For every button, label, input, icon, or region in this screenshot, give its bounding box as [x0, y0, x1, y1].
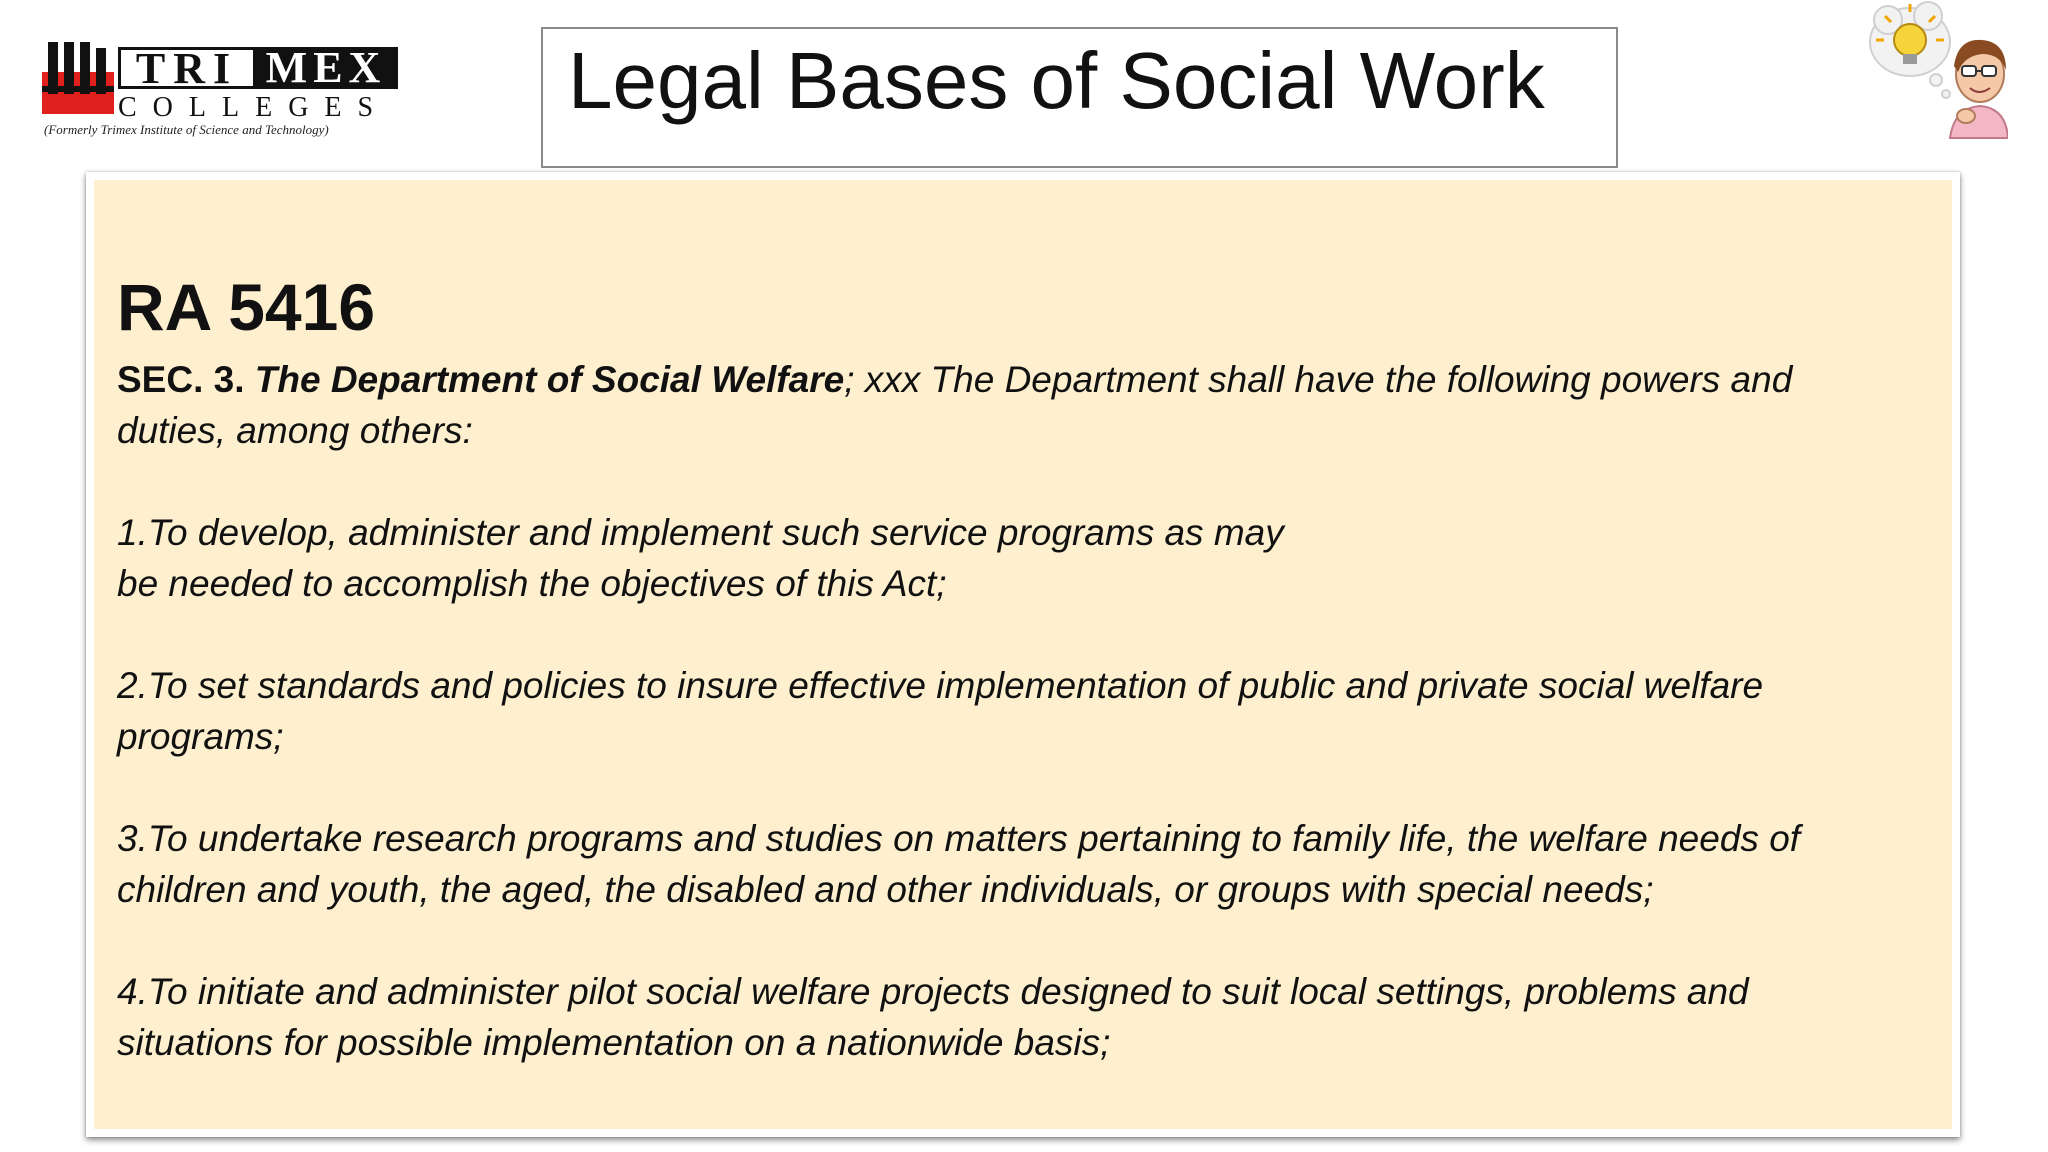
slide-title: Legal Bases of Social Work	[568, 36, 1545, 125]
logo-colleges-text: COLLEGES	[118, 92, 390, 123]
list-item-line: 4.To initiate and administer pilot social welfare projects designed to suit local settings, problems and	[117, 971, 1749, 1012]
logo-mex-text: MEX	[254, 47, 398, 89]
list-item	[117, 660, 1937, 762]
logo-tri-text: TRI	[118, 47, 256, 89]
list-item	[117, 507, 1937, 609]
list-item-line: programs;	[117, 716, 284, 757]
list-item-line: 1.To develop, administer and implement such service programs as may	[117, 512, 1284, 553]
sec-rest-line2: duties, among others:	[117, 410, 473, 451]
list-item-line: 3.To undertake research programs and studies on matters pertaining to family life, the welfare needs of	[117, 818, 1801, 859]
trimex-logo	[42, 42, 412, 142]
content-panel	[86, 172, 1960, 1137]
sec-label: SEC. 3.	[117, 359, 245, 400]
sec-name: The Department of Social Welfare	[254, 359, 845, 400]
list-item	[117, 813, 1937, 915]
list-item-line: 2.To set standards and policies to insure effective implementation of public and private social welfare	[117, 665, 1764, 706]
list-item-line: situations for possible implementation on a nationwide basis;	[117, 1022, 1111, 1063]
thinking-person-lightbulb-icon	[1858, 0, 2008, 142]
body-text	[117, 354, 1937, 1068]
sec-rest-line1: ; xxx The Department shall have the following powers and	[844, 359, 1793, 400]
title-box	[541, 27, 1618, 168]
section-heading: RA 5416	[117, 270, 376, 344]
logo-tagline: (Formerly Trimex Institute of Science and Technology)	[44, 122, 329, 137]
list-item	[117, 966, 1937, 1068]
list-item-line: children and youth, the aged, the disabled and other individuals, or groups with special needs;	[117, 869, 1654, 910]
logo-mark-icon	[42, 42, 114, 114]
section-intro	[117, 354, 1937, 456]
list-item-line: be needed to accomplish the objectives of this Act;	[117, 563, 947, 604]
